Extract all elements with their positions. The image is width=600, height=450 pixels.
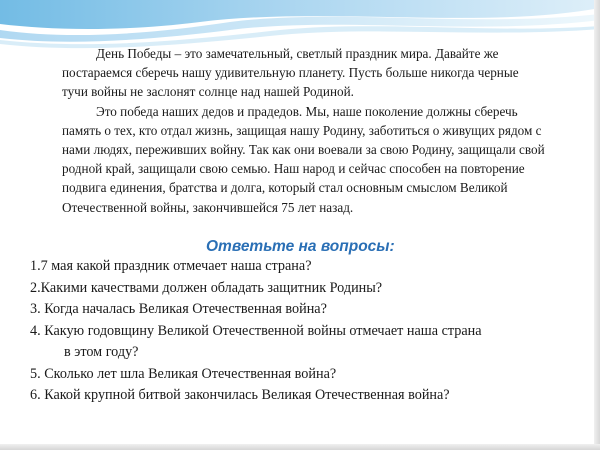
question-item — [30, 385, 578, 407]
question-item — [30, 321, 578, 364]
paragraph-2-line-4: родной край, защищали свою семью. Наш народ и сейчас способен на повторение — [62, 161, 525, 177]
paragraph-2 — [62, 102, 562, 217]
slide-shadow-right — [594, 0, 600, 450]
paragraph-2-line-5: подвига единения, братства и долга, который стал основным смыслом Великой — [62, 180, 508, 196]
question-continuation: в этом году? — [64, 344, 139, 360]
main-text — [62, 44, 562, 217]
paragraph-1-line-3: тучи войны не заслонят солнце над нашей Родиной. — [62, 84, 354, 100]
paragraph-2-line-6: Отечественной войны, закончившейся 75 лет назад. — [62, 199, 354, 215]
question-text: 6. Какой крупной битвой закончилась Великая Отечественная война? — [30, 387, 450, 403]
questions-list — [30, 256, 578, 407]
slide-shadow-bottom — [0, 444, 600, 450]
question-item — [30, 364, 578, 386]
questions-title: Ответьте на вопросы: — [206, 238, 395, 255]
paragraph-1-line-1: День Победы – это замечательный, светлый праздник мира. Давайте же — [96, 46, 499, 61]
paragraph-2-line-3: нами людях, переживших войну. Так как они воевали за свою Родину, защищали свой — [62, 142, 545, 158]
question-text: 1.7 мая какой праздник отмечает наша страна? — [30, 258, 312, 274]
question-text: 5. Сколько лет шла Великая Отечественная война? — [30, 365, 337, 382]
paragraph-2-line-2: память о тех, кто отдал жизнь, защищая нашу Родину, заботиться о живущих рядом с — [62, 122, 542, 138]
paragraph-2-line-1: Это победа наших дедов и прадедов. Мы, наше поколение должны сберечь — [96, 103, 518, 119]
question-text: 2.Какими качествами должен обладать защитник Родины? — [30, 279, 383, 296]
paragraph-1 — [62, 44, 562, 102]
question-item — [30, 299, 578, 321]
question-text: 4. Какую годовщину Великой Отечественной войны отмечает наша страна — [30, 322, 482, 339]
question-item — [30, 256, 578, 278]
question-item — [30, 278, 578, 300]
paragraph-1-line-2: постараемся сберечь нашу удивительную планету. Пусть больше никогда черные — [62, 65, 519, 81]
question-text: 3. Когда началась Великая Отечественная война? — [30, 301, 327, 317]
